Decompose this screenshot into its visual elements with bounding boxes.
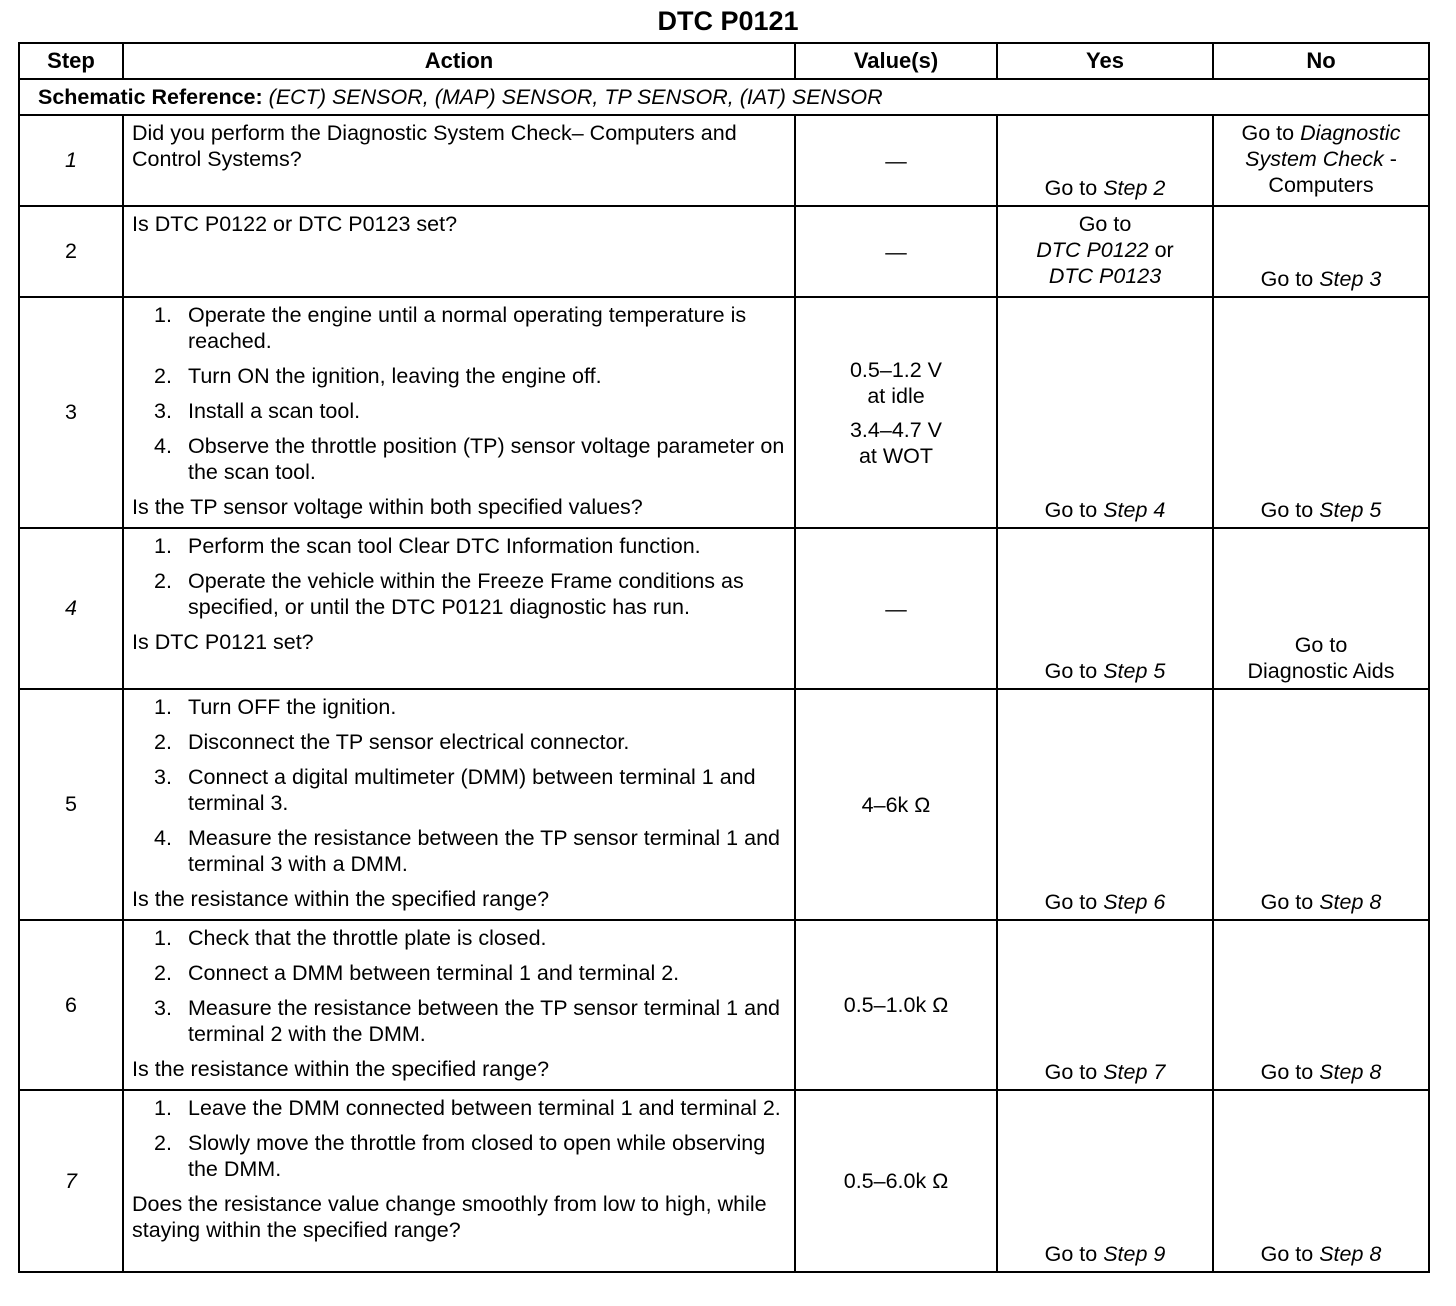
list-item: Slowly move the throttle from closed to open while observing the DMM. — [188, 1131, 766, 1181]
action-cell — [123, 689, 795, 920]
schematic-label: Schematic Reference: — [38, 84, 263, 109]
schematic-row — [19, 79, 1429, 115]
list-item: Connect a digital multimeter (DMM) between terminal 1 and terminal 3. — [188, 765, 756, 815]
action-question: Did you perform the Diagnostic System Check– Computers and Control Systems? — [132, 121, 737, 171]
action-steps — [132, 925, 786, 1047]
action-cell — [123, 920, 795, 1090]
table-row — [19, 115, 1429, 206]
table-row — [19, 528, 1429, 689]
list-item: Check that the throttle plate is closed. — [188, 926, 547, 950]
diagnostic-table — [18, 42, 1430, 1273]
table-row — [19, 297, 1429, 528]
schematic-text: (ECT) SENSOR, (MAP) SENSOR, TP SENSOR, (IAT) SENSOR — [268, 84, 883, 109]
list-item: Leave the DMM connected between terminal 1 and terminal 2. — [188, 1096, 781, 1120]
yes-cell: Go to Step 6 — [997, 689, 1213, 920]
no-cell: Go to Step 8 — [1213, 1090, 1429, 1272]
action-question: Is the TP sensor voltage within both specified values? — [132, 495, 643, 519]
schematic-reference — [19, 79, 1429, 115]
step-number: 2 — [19, 206, 123, 297]
list-item: Turn ON the ignition, leaving the engine off. — [188, 364, 602, 388]
value-cell: 4–6k Ω — [795, 689, 997, 920]
yes-cell: Go to Step 2 — [997, 115, 1213, 206]
action-question: Is the resistance within the specified range? — [132, 887, 550, 911]
action-cell — [123, 206, 795, 297]
yes-cell: Go to Step 7 — [997, 920, 1213, 1090]
header-no: No — [1213, 43, 1429, 79]
no-cell: Go to Step 8 — [1213, 920, 1429, 1090]
table-row — [19, 206, 1429, 297]
table-row — [19, 689, 1429, 920]
action-steps — [132, 533, 786, 620]
action-steps — [132, 302, 786, 485]
action-cell — [123, 528, 795, 689]
list-item: Turn OFF the ignition. — [188, 695, 397, 719]
no-cell: Go to Step 3 — [1213, 206, 1429, 297]
page-title: DTC P0121 — [657, 6, 799, 36]
table-row — [19, 920, 1429, 1090]
header-action: Action — [123, 43, 795, 79]
no-cell: Go to Diagnostic System Check - Computers — [1213, 115, 1429, 206]
action-question: Is the resistance within the specified range? — [132, 1057, 550, 1081]
step-number: 6 — [19, 920, 123, 1090]
action-cell — [123, 1090, 795, 1272]
action-steps — [132, 694, 786, 877]
no-cell: Go to Step 5 — [1213, 297, 1429, 528]
header-values: Value(s) — [795, 43, 997, 79]
list-item: Measure the resistance between the TP sensor terminal 1 and terminal 2 with the DMM. — [188, 996, 780, 1046]
yes-cell: Go to Step 9 — [997, 1090, 1213, 1272]
yes-cell: Go to Step 4 — [997, 297, 1213, 528]
no-cell: Go to Step 8 — [1213, 689, 1429, 920]
header-row — [19, 43, 1429, 79]
action-steps — [132, 1095, 786, 1182]
value-cell: — — [795, 528, 997, 689]
step-number: 7 — [19, 1090, 123, 1272]
step-number: 4 — [19, 528, 123, 689]
value-cell: — — [795, 206, 997, 297]
list-item: Perform the scan tool Clear DTC Information function. — [188, 534, 701, 558]
yes-cell: Go to DTC P0122 or DTC P0123 — [997, 206, 1213, 297]
value-cell: — — [795, 115, 997, 206]
list-item: Observe the throttle position (TP) sensor voltage parameter on the scan tool. — [188, 434, 785, 484]
list-item: Disconnect the TP sensor electrical connector. — [188, 730, 630, 754]
no-cell: Go to Diagnostic Aids — [1213, 528, 1429, 689]
list-item: Install a scan tool. — [188, 399, 361, 423]
step-number: 1 — [19, 115, 123, 206]
list-item: Operate the vehicle within the Freeze Frame conditions as specified, or until the DTC P0121 diagnostic has run. — [188, 569, 744, 619]
value-cell: 0.5–6.0k Ω — [795, 1090, 997, 1272]
header-step: Step — [19, 43, 123, 79]
table-row — [19, 1090, 1429, 1272]
action-question: Does the resistance value change smoothly from low to high, while staying within the specified range? — [132, 1192, 767, 1242]
list-item: Operate the engine until a normal operating temperature is reached. — [188, 303, 747, 353]
step-number: 5 — [19, 689, 123, 920]
list-item: Measure the resistance between the TP sensor terminal 1 and terminal 3 with a DMM. — [188, 826, 780, 876]
header-yes: Yes — [997, 43, 1213, 79]
value-cell: 0.5–1.2 V at idle 3.4–4.7 V at WOT — [795, 297, 997, 528]
action-question: Is DTC P0122 or DTC P0123 set? — [132, 212, 458, 236]
step-number: 3 — [19, 297, 123, 528]
action-question: Is DTC P0121 set? — [132, 630, 314, 654]
list-item: Connect a DMM between terminal 1 and terminal 2. — [188, 961, 680, 985]
action-cell — [123, 115, 795, 206]
value-cell: 0.5–1.0k Ω — [795, 920, 997, 1090]
yes-cell: Go to Step 5 — [997, 528, 1213, 689]
action-cell — [123, 297, 795, 528]
